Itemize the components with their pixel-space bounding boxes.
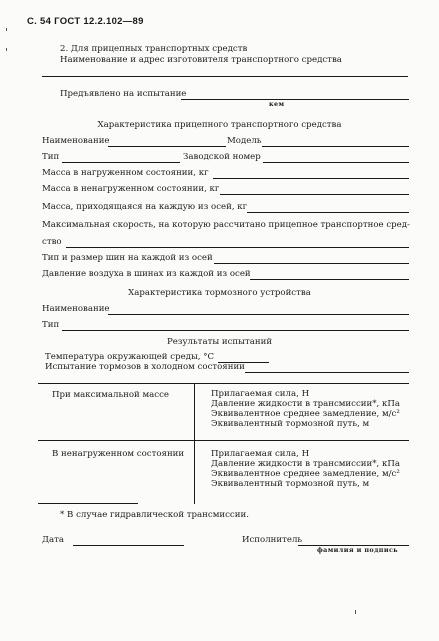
scan-mark	[355, 610, 356, 614]
footnote: * В случае гидравлической трансмиссии.	[60, 510, 249, 520]
vehicle-heading: Характеристика прицепного транспортного средства	[97, 120, 342, 130]
row1-param-3: Эквивалентное среднее замедление, м/с²	[211, 409, 400, 419]
tire-pressure-label: Давление воздуха в шинах из каждой из осей	[42, 269, 251, 279]
max-speed-label-1: Максимальная скорость, на которую рассчитано прицепное транспортное сред-	[42, 220, 410, 230]
brake-type-label: Тип	[42, 320, 60, 330]
scan-mark	[6, 28, 7, 31]
mass-loaded-label: Масса в нагруженном состоянии, кг	[42, 168, 209, 178]
table-divider	[194, 384, 195, 504]
name-label: Наименование	[42, 136, 110, 146]
mass-loaded-field-line	[213, 178, 409, 179]
type-field-line	[62, 162, 180, 163]
tire-type-field-line	[214, 263, 409, 264]
brake-type-field-line	[62, 330, 409, 331]
presented-label: Предъявлено на испытание	[60, 89, 187, 99]
brake-heading: Характеристика тормозного устройства	[128, 288, 311, 298]
page-header: С. 54 ГОСТ 12.2.102—89	[27, 16, 144, 27]
maker-label: Наименование и адрес изготовителя транспортного средства	[60, 55, 342, 65]
ambient-temp-label: Температура окружающей среды, °С	[45, 352, 215, 362]
results-heading: Результаты испытаний	[166, 337, 273, 347]
row2-param-2: Давление жидкости в трансмиссии*, кПа	[211, 459, 400, 469]
model-field-line	[262, 146, 409, 147]
factory-no-label: Заводской номер	[183, 152, 261, 162]
name-field-line	[108, 146, 226, 147]
cold-test-field-line	[245, 372, 409, 373]
executor-label: Исполнитель	[242, 535, 303, 545]
presented-field-line	[181, 99, 409, 100]
tire-pressure-field-line	[250, 279, 409, 280]
table-top-rule	[38, 383, 409, 384]
date-label: Дата	[42, 535, 64, 545]
by-whom-caption: кем	[269, 100, 285, 108]
row1-param-1: Прилагаемая сила, Н	[211, 389, 310, 399]
row1-param-2: Давление жидкости в трансмиссии*, кПа	[211, 399, 400, 409]
section-title: 2. Для прицепных транспортных средств	[60, 44, 248, 54]
row1-param-4: Эквивалентный тормозной путь, м	[211, 419, 370, 429]
brake-name-field-line	[108, 314, 409, 315]
brake-name-label: Наименование	[42, 304, 110, 314]
tire-type-label: Тип и размер шин на каждой из осей	[42, 253, 213, 263]
footnote-rule	[38, 503, 138, 504]
name-caption: фамилия и подпись	[317, 546, 398, 554]
mass-per-axle-field-line	[247, 212, 409, 213]
row2-param-4: Эквивалентный тормозной путь, м	[211, 479, 370, 489]
date-field-line	[73, 545, 184, 546]
maker-field-line	[42, 76, 408, 77]
factory-no-field-line	[263, 162, 409, 163]
row1-condition: При максимальной массе	[52, 390, 170, 400]
type-label: Тип	[42, 152, 60, 162]
mass-unloaded-field-line	[220, 194, 409, 195]
row2-param-3: Эквивалентное среднее замедление, м/с²	[211, 469, 400, 479]
row2-param-1: Прилагаемая сила, Н	[211, 449, 310, 459]
row2-condition: В ненагруженном состоянии	[52, 449, 185, 459]
cold-test-label: Испытание тормозов в холодном состоянии	[45, 362, 245, 372]
table-middle-rule	[38, 440, 409, 441]
mass-per-axle-label: Масса, приходящаяся на каждую из осей, кг	[42, 202, 248, 212]
max-speed-field-line	[66, 247, 409, 248]
model-label: Модель	[227, 136, 262, 146]
mass-unloaded-label: Масса в ненагруженном состоянии, кг	[42, 184, 220, 194]
max-speed-label-2: ство	[42, 237, 62, 247]
scan-mark	[6, 48, 7, 51]
